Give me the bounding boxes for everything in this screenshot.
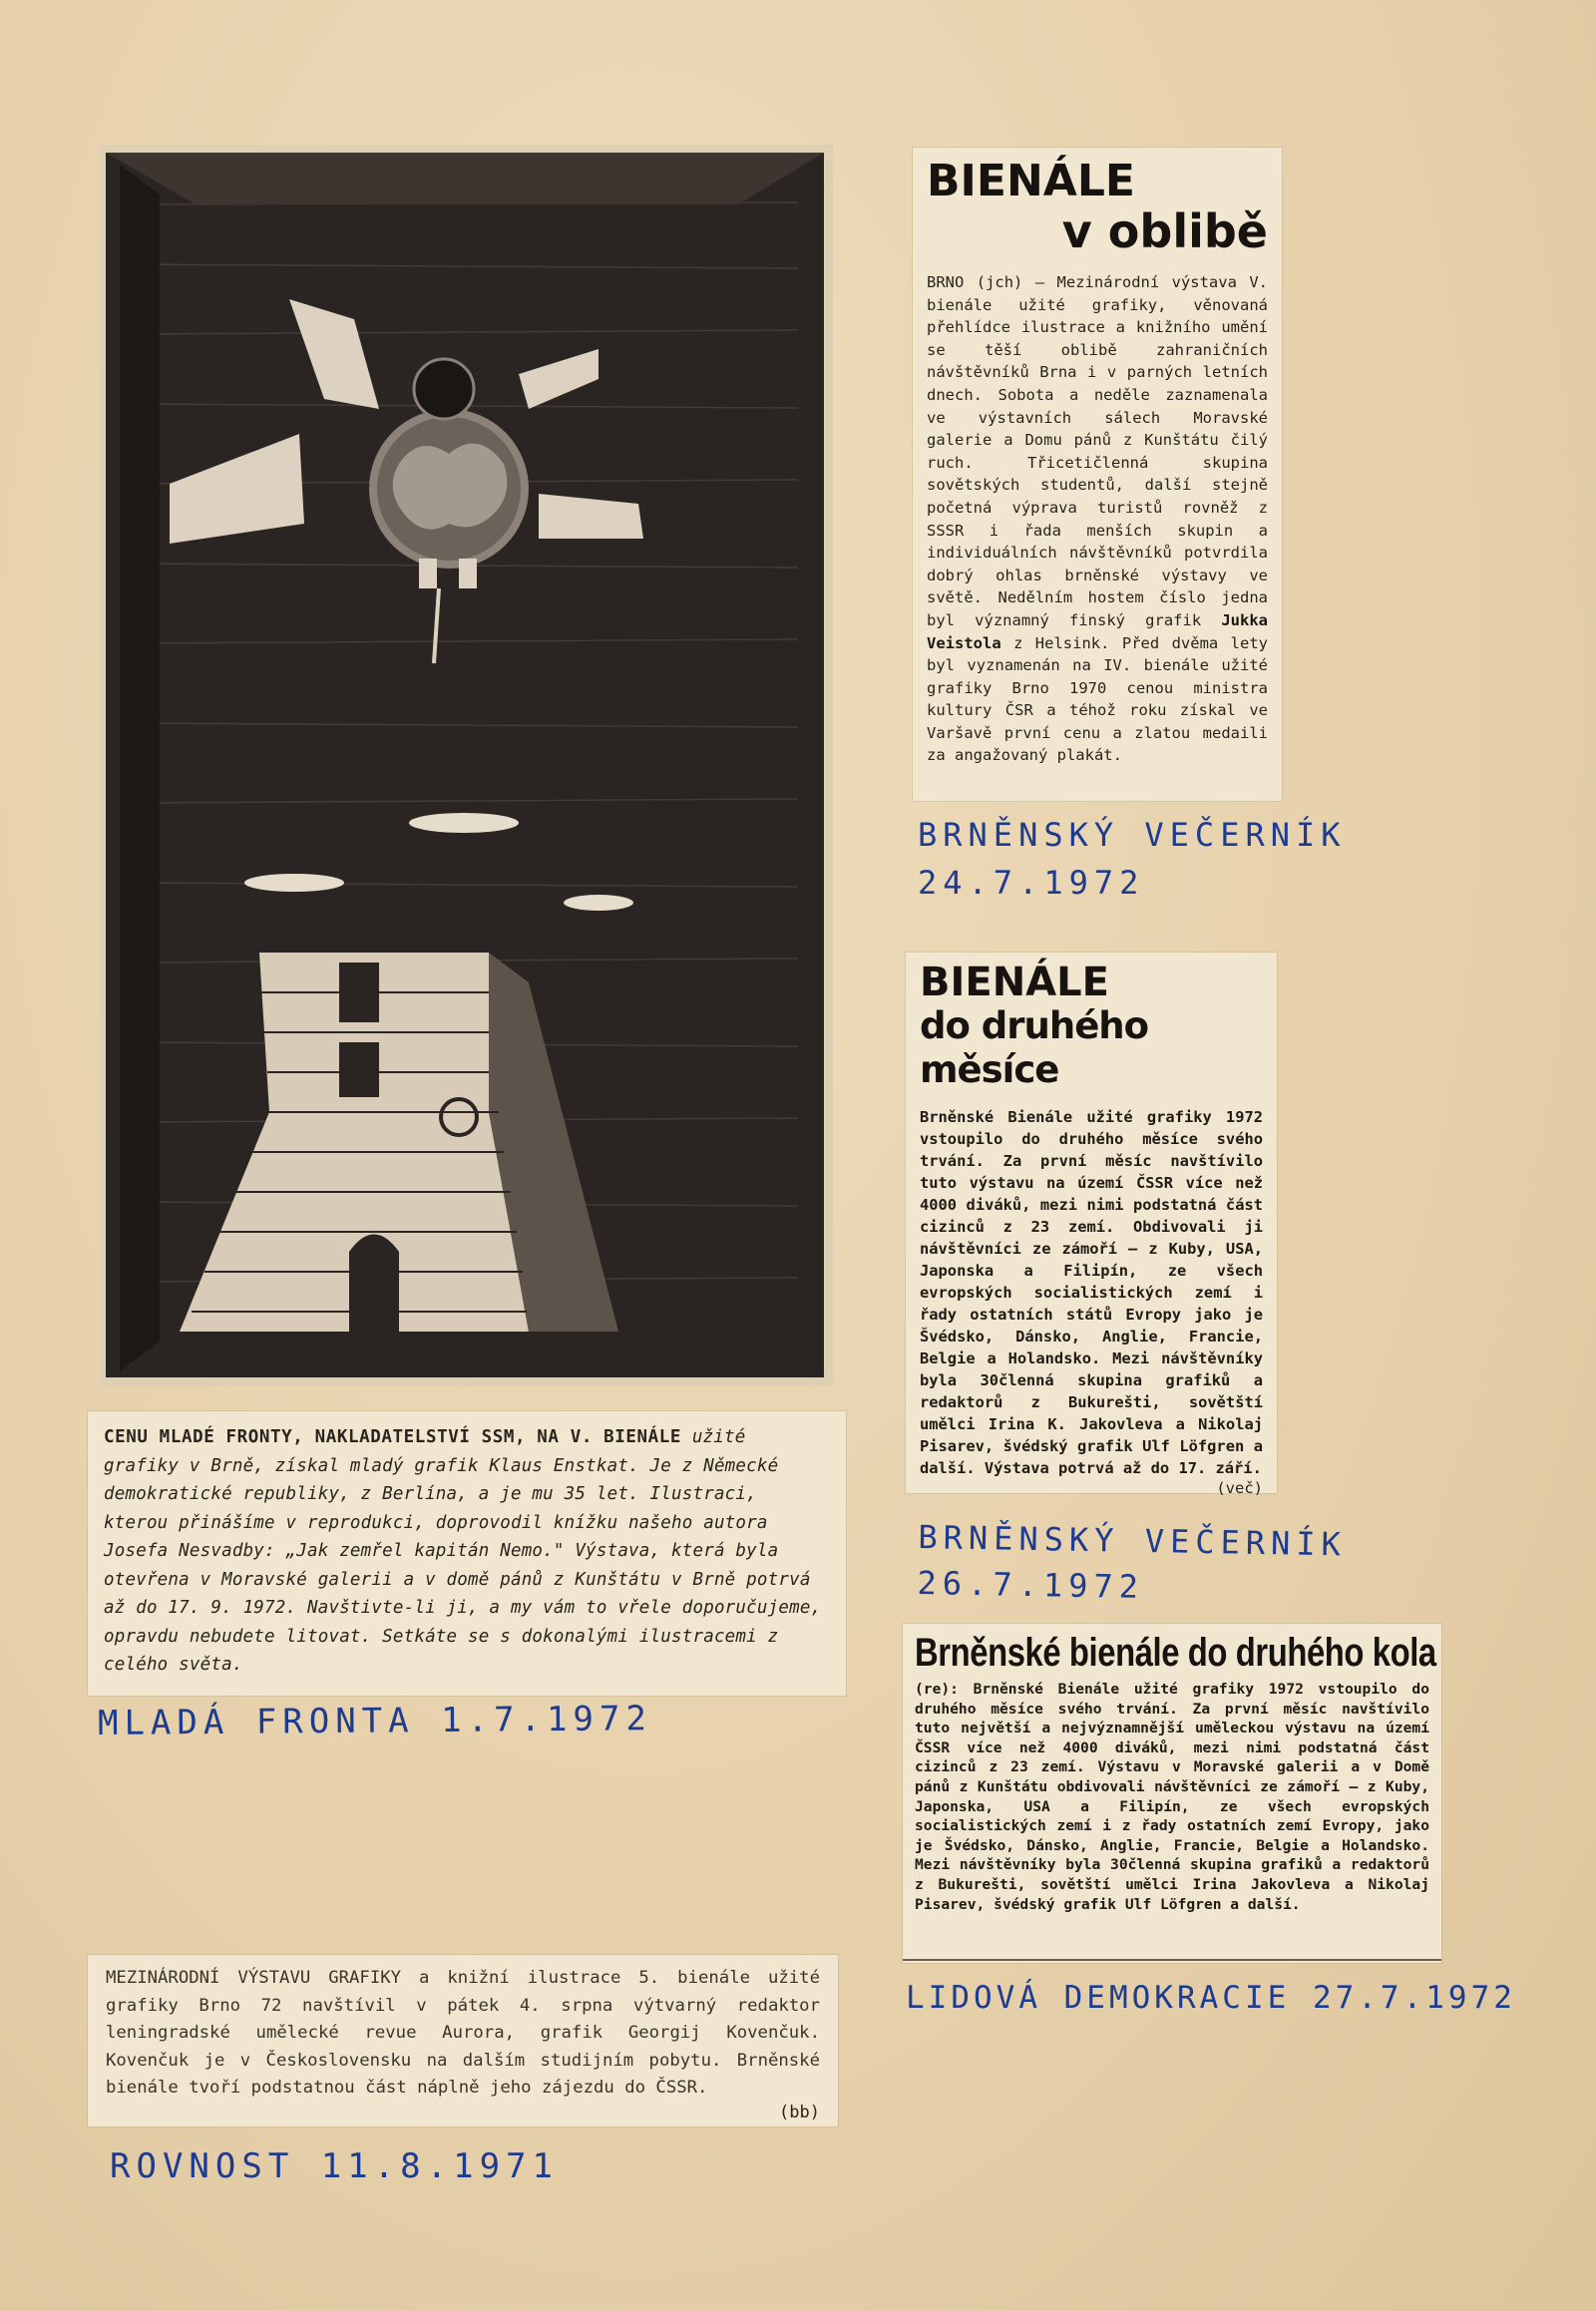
caption-body: užité grafiky v Brně, získal mladý grafik Klaus Enstkat. Je z Německé demokratické republiky, z Berlína, a je mu 35 let. Ilustraci, kterou přinášíme v reprodukci, doprovodil knížku našeho autora Josefa Nesvadby: „Jak zemřel kapitán Nemo." Výstava, která byla otevřena v Moravské galerii a v domě pánů z Kunštátu v Brně potrvá až do 17. 9. 1972. Navštivte-li ji, a my vám to vřele doporučujeme, opravdu nebudete litovat. Setkáte se s dokonalými ilustracemi z celého světa. <box>104 1427 822 1675</box>
article3-rule <box>903 1959 1441 1961</box>
article-bienale-v-oblibe <box>913 148 1282 801</box>
article1-body-name: Jukka Veistola <box>927 610 1268 652</box>
article2-body: Brněnské Bienále užité grafiky 1972 vstoupilo do druhého měsíce svého trvání. Za první měsíc navštívilo tuto výstavu na území ČSSR více než 4000 diváků, mezi nimi podstatná část cizinců z 23 zemí. Obdivovali ji návštěvníci ze zámoří — z Kuby, USA, Japonska a Filipín, ze všech evropských socialistických zemí i řady ostatních států Evropy jako je Švédsko, Dánsko, Anglie, Francie, Belgie a Holandsko. Mezi návštěvníky byla 30členná skupina grafiků a redaktorů z Bukurešti, sovětští umělci Irina K. Jakovleva a Nikolaj Pisarev, švédský grafik Ulf Löfgren a další. Výstava potrvá až do 17. září. <box>920 1108 1263 1477</box>
article3-title: Brněnské bienále do druhého kola <box>915 1631 1436 1675</box>
handwritten-note-rovnost: ROVNOST 11.8.1971 <box>110 2146 559 2186</box>
note3-line2: 26.7.1972 <box>917 1563 1145 1606</box>
note2-line1: BRNĚNSKÝ VEČERNÍK <box>918 816 1347 854</box>
article1-title-line1: BIENÁLE <box>927 156 1135 206</box>
article2-title-line2: do druhého měsíce <box>920 1004 1149 1091</box>
note3-line1: BRNĚNSKÝ VEČERNÍK <box>918 1518 1348 1564</box>
article3-body: (re): Brněnské Bienále užité grafiky 1972 vstoupilo do druhého měsíce svého trvání. Za první měsíc navštívilo tuto největší a nejvýznamnější uměleckou výstavu na území ČSSR více než 4000 diváků, mezi nimi podstatná část cizinců z 23 zemí. Výstavu v Moravské galerii a v Domě pánů z Kunštátu obdivovali návštěvníci ze zámoří — z Kuby, Japonska, USA a Filipín, ze všech evropských socialistických zemí i z řady ostatních zemí Evropy, jako je Švédsko, Dánsko, Anglie, Francie, Belgie a Holandsko. Mezi návštěvníky byla 30členná skupina grafiků a redaktorů z Bukurešti, sovětští umělci Irina Jakovleva a Nikolaj Pisarev, švédský grafik Ulf Löfgren a další. <box>915 1681 1429 1913</box>
article1-title-line2: v oblibě <box>1061 204 1268 258</box>
note2-line2: 24.7.1972 <box>918 864 1145 902</box>
handwritten-note-vecernik-1 <box>918 816 1347 902</box>
article-bienale-do-druheho-mesice <box>906 953 1277 1497</box>
handwritten-note-mlada-fronta: MLADÁ FRONTA 1.7.1972 <box>97 1699 653 1743</box>
article-brnenske-bienale-do-druheho-kola <box>903 1624 1441 1963</box>
article4-signature: (bb) <box>779 2102 820 2122</box>
article1-body-start: BRNO (jch) — Mezinárodní výstava V. bienále užité grafiky, věnovaná přehlídce ilustrace a knižního umění se těší oblibě zahraničních návštěvníků Brna i v parných letních dnech. Sobota a neděle zaznamenala ve výstavních sálech Moravské galerie a Domu pánů z Kunštátu čilý ruch. Třicetičlenná skupina sovětských studentů, další stejně početná výprava turistů rovněž z SSSR i řada menších skupin a individuálních návštěvníků potvrdila dobrý ohlas brněnské výstavy ve světě. Nedělním hostem číslo jedna byl významný finský grafik <box>927 273 1268 629</box>
article1-body <box>927 271 1268 767</box>
article-mezinarodni-vystavu-grafiky <box>88 1955 838 2126</box>
illustration-caption <box>88 1411 846 1696</box>
handwritten-note-lidova-demokracie: LIDOVÁ DEMOKRACIE 27.7.1972 <box>906 1980 1516 2016</box>
handwritten-note-vecernik-2 <box>917 1518 1347 1609</box>
article1-body-end: z Helsink. Před dvěma lety byl vyznamenán na IV. bienále užité grafiky Brno 1970 cenou ministra kultury ČSR a téhož roku získal ve Varšavě první cenu a zlatou medaili za angažovaný plakát. <box>927 633 1268 765</box>
woodcut-illustration-icon <box>100 145 833 1386</box>
article2-signature: (več) <box>1216 1479 1263 1497</box>
article2-title-line1: BIENÁLE <box>920 960 1109 1005</box>
woodcut-illustration <box>100 145 833 1386</box>
caption-heading: CENU MLADÉ FRONTY, NAKLADATELSTVÍ SSM, NA V. BIENÁLE <box>104 1427 682 1447</box>
article4-body: MEZINÁRODNÍ VÝSTAVU GRAFIKY a knižní ilustrace 5. bienále užité grafiky Brno 72 navštívil v pátek 4. srpna výtvarný redaktor leningradské umělecké revue Aurora, grafik Georgij Kovenčuk. Kovenčuk je v Československu na dalším studijním pobytu. Brněnské bienále tvoří podstatnou část náplně jeho zájezdu do ČSSR. <box>106 1968 820 2098</box>
